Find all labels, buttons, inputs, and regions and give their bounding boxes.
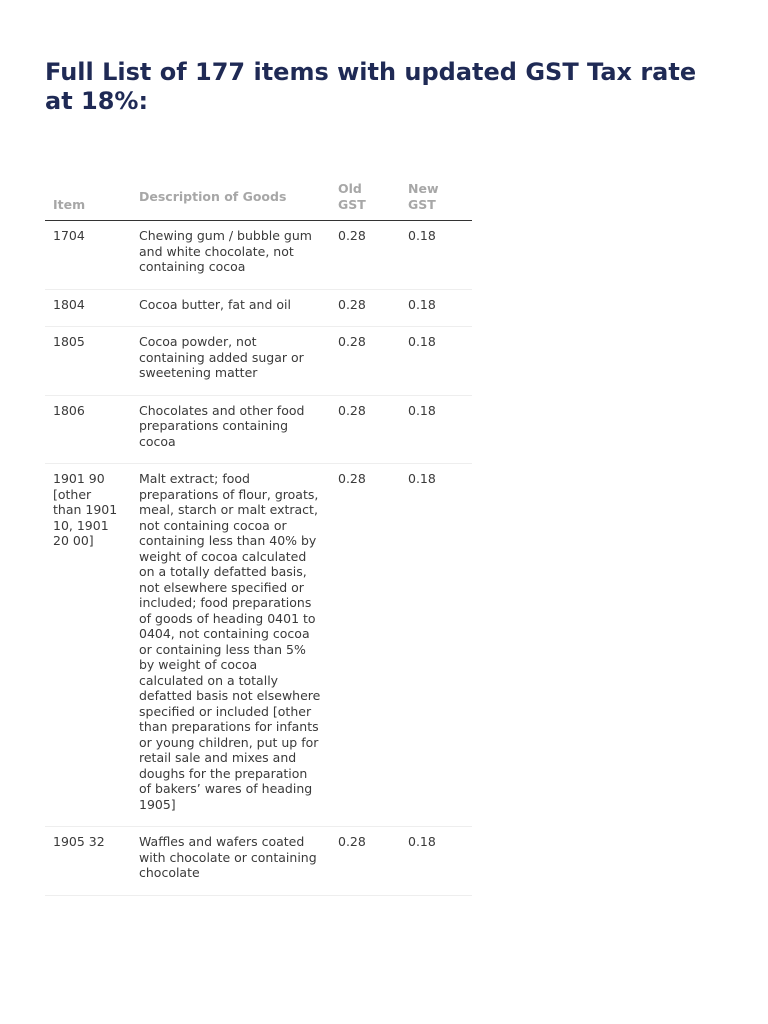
table-row [45, 221, 472, 290]
cell-old-gst: 0.28 [330, 827, 400, 896]
column-header-old-gst: Old GST [330, 176, 400, 221]
table-row [45, 827, 472, 896]
table-row [45, 327, 472, 396]
cell-new-gst: 0.18 [400, 327, 472, 396]
cell-old-gst: 0.28 [330, 289, 400, 327]
column-header-new-gst: New GST [400, 176, 472, 221]
cell-old-gst: 0.28 [330, 221, 400, 290]
cell-item: 1805 [45, 327, 131, 396]
table-header-row [45, 176, 472, 221]
cell-item: 1704 [45, 221, 131, 290]
cell-description: Chewing gum / bubble gum and white chocolate, not containing cocoa [131, 221, 330, 290]
cell-new-gst: 0.18 [400, 464, 472, 827]
cell-item: 1901 90 [other than 1901 10, 1901 20 00] [45, 464, 131, 827]
cell-description: Cocoa powder, not containing added sugar or sweetening matter [131, 327, 330, 396]
cell-old-gst: 0.28 [330, 395, 400, 464]
cell-old-gst: 0.28 [330, 327, 400, 396]
page-title: Full List of 177 items with updated GST Tax rate at 18%: [45, 58, 697, 115]
cell-new-gst: 0.18 [400, 221, 472, 290]
table-row [45, 395, 472, 464]
cell-new-gst: 0.18 [400, 395, 472, 464]
table-row [45, 289, 472, 327]
cell-description: Cocoa butter, fat and oil [131, 289, 330, 327]
cell-item: 1806 [45, 395, 131, 464]
cell-description: Chocolates and other food preparations containing cocoa [131, 395, 330, 464]
table-row [45, 464, 472, 827]
cell-old-gst: 0.28 [330, 464, 400, 827]
cell-item: 1804 [45, 289, 131, 327]
column-header-description: Description of Goods [131, 176, 330, 221]
cell-description: Waffles and wafers coated with chocolate or containing chocolate [131, 827, 330, 896]
gst-rate-table [45, 176, 472, 896]
column-header-item: Item [45, 176, 131, 221]
cell-item: 1905 32 [45, 827, 131, 896]
cell-new-gst: 0.18 [400, 827, 472, 896]
cell-description: Malt extract; food preparations of flour, groats, meal, starch or malt extract, not containing cocoa or containing less than 40% by weight of cocoa calculated on a totally defatted basis, not elsewhere specified or included; food preparations of goods of heading 0401 to 0404, not containing cocoa or containing less than 5% by weight of cocoa calculated on a totally defatted basis not elsewhere specified or included [other than preparations for infants or young children, put up for retail sale and mixes and doughs for the preparation of bakers’ wares of heading 1905] [131, 464, 330, 827]
cell-new-gst: 0.18 [400, 289, 472, 327]
